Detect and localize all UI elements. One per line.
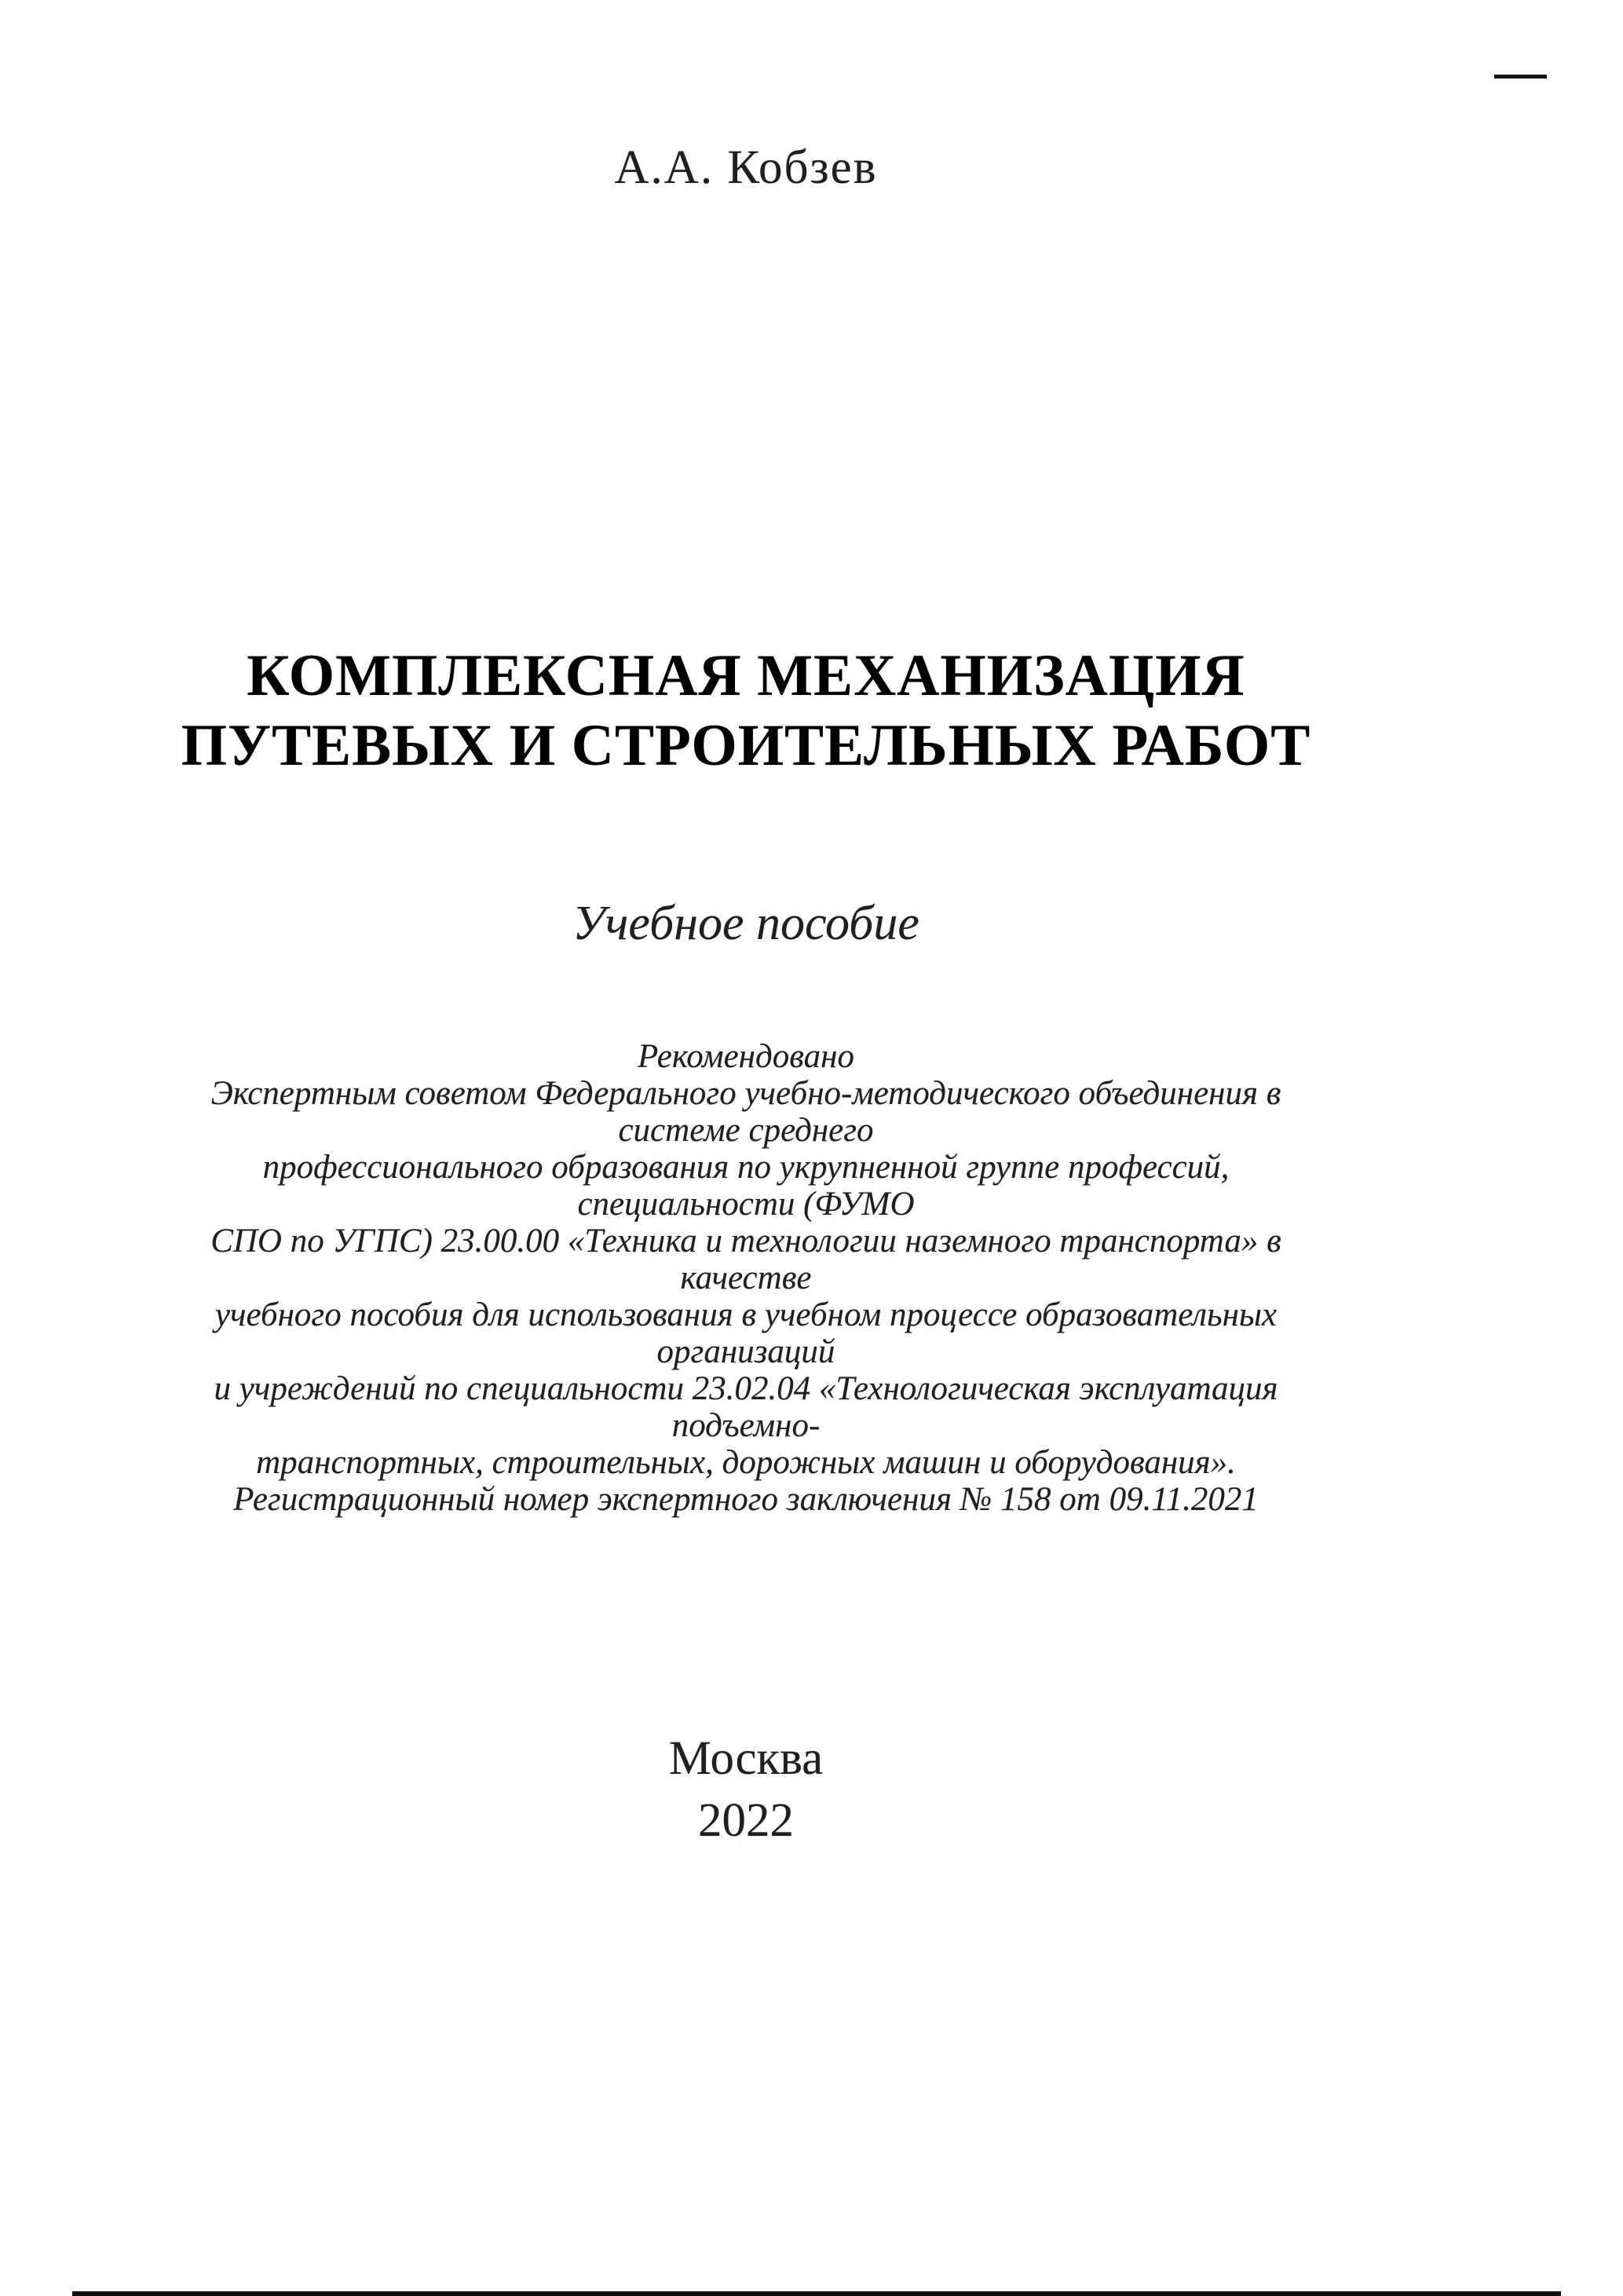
imprint-block bbox=[0, 1727, 1492, 1852]
recommendation-heading: Рекомендовано bbox=[638, 1038, 854, 1075]
recommendation-line: учебного пособия для использования в учебном процессе образовательных организаций bbox=[214, 1296, 1278, 1370]
author-name: А.А. Кобзев bbox=[614, 141, 878, 194]
edition-subtitle: Учебное пособие bbox=[572, 897, 919, 950]
recommendation-block bbox=[157, 1038, 1335, 1518]
imprint-year: 2022 bbox=[698, 1794, 794, 1847]
recommendation-line: Регистрационный номер экспертного заключения № 158 от 09.11.2021 bbox=[233, 1481, 1259, 1518]
recommendation-line: транспортных, строительных, дорожных машин и оборудования». bbox=[256, 1444, 1236, 1481]
book-title-line-1: КОМПЛЕКСНАЯ МЕХАНИЗАЦИЯ bbox=[247, 643, 1245, 708]
recommendation-line: профессионального образования по укрупненной группе профессий, специальности (ФУМО bbox=[262, 1149, 1230, 1223]
recommendation-line: СПО по УГПС) 23.00.00 «Техника и технологии наземного транспорта» в качестве bbox=[210, 1223, 1281, 1296]
imprint-city: Москва bbox=[668, 1732, 824, 1785]
bottom-scan-edge-bar bbox=[72, 2291, 1561, 2296]
book-title-line-2: ПУТЕВЫХ И СТРОИТЕЛЬНЫХ РАБОТ bbox=[181, 713, 1311, 778]
recommendation-line: Экспертным советом Федерального учебно-методического объединения в системе среднего bbox=[210, 1075, 1281, 1149]
recommendation-line: и учреждений по специальности 23.02.04 «Технологическая эксплуатация подъемно- bbox=[214, 1370, 1278, 1444]
book-title bbox=[0, 641, 1492, 781]
top-right-dash-mark bbox=[1494, 75, 1547, 79]
